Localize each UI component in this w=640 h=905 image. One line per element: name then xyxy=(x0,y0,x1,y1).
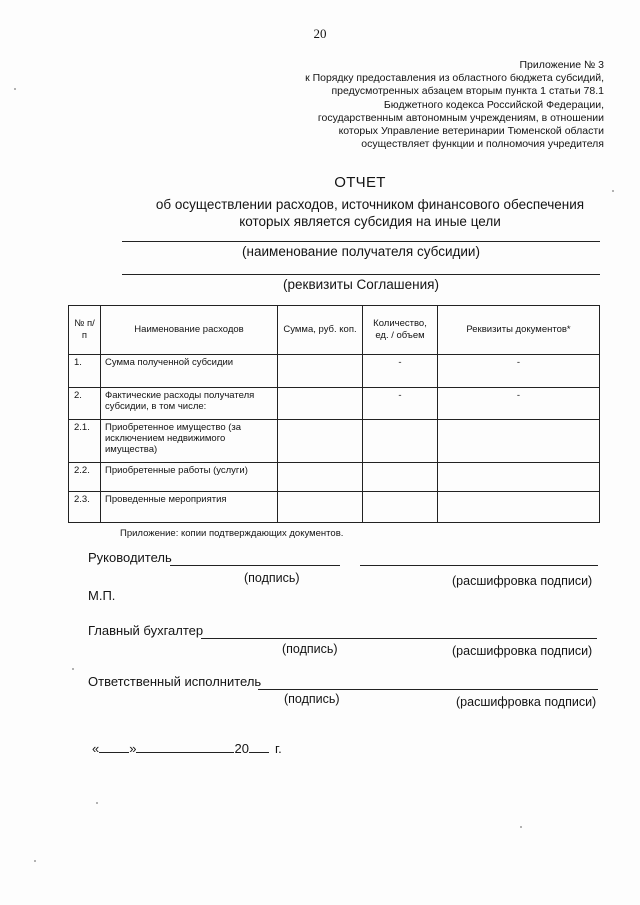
header-qty: Количество, ед. / объем xyxy=(363,306,438,355)
date-year-suffix: г. xyxy=(274,741,282,756)
executor-decoding-caption: (расшифровка подписи) xyxy=(456,695,597,709)
appendix-line: к Порядку предоставления из областного бюджета субсидий, xyxy=(305,72,604,85)
appendix-line: государственным автономным учреждениям, в отношении xyxy=(317,111,604,124)
head-decoding-caption: (расшифровка подписи) xyxy=(452,574,593,588)
appendix-line: которых Управление ветеринарии Тюменской области xyxy=(338,125,604,138)
head-signature-line[interactable] xyxy=(170,565,340,566)
header-name: Наименование расходов xyxy=(101,306,278,355)
cell-name: Приобретенное имущество (за исключением недвижимого имущества) xyxy=(101,420,278,463)
cell-docs[interactable]: - xyxy=(438,388,600,420)
date-close-quote: » xyxy=(129,741,137,756)
head-label: Руководитель xyxy=(88,550,172,565)
table-row xyxy=(69,355,600,388)
table-row xyxy=(69,492,600,523)
date-day-field[interactable] xyxy=(99,752,129,753)
report-title: ОТЧЕТ xyxy=(334,174,386,191)
cell-sum[interactable] xyxy=(278,420,363,463)
scan-speck xyxy=(520,826,522,828)
head-decoding-line[interactable] xyxy=(360,565,598,566)
scan-speck xyxy=(96,802,98,804)
head-signature-caption: (подпись) xyxy=(244,571,300,585)
scan-speck xyxy=(14,88,16,90)
cell-num: 1. xyxy=(69,355,101,388)
cell-qty[interactable] xyxy=(363,420,438,463)
table-row xyxy=(69,420,600,463)
cell-docs[interactable]: - xyxy=(438,355,600,388)
date-year-field[interactable] xyxy=(249,752,269,753)
header-docs: Реквизиты документов* xyxy=(438,306,600,355)
appendix-header xyxy=(264,59,604,151)
agreement-details-line[interactable] xyxy=(122,274,600,275)
accountant-signature-caption: (подпись) xyxy=(282,642,338,656)
recipient-caption: (наименование получателя субсидии) xyxy=(242,244,480,259)
scan-speck xyxy=(34,860,36,862)
expenses-table xyxy=(68,305,600,523)
header-sum: Сумма, руб. коп. xyxy=(278,306,363,355)
appendix-line: предусмотренных абзацем вторым пункта 1 статьи 78.1 xyxy=(331,85,604,98)
accountant-decoding-caption: (расшифровка подписи) xyxy=(452,644,593,658)
scan-speck xyxy=(612,190,614,192)
accountant-signature-line[interactable] xyxy=(201,638,597,639)
subtitle-line: об осуществлении расходов, источником финансового обеспечения xyxy=(155,197,585,212)
cell-qty[interactable]: - xyxy=(363,355,438,388)
executor-signature-line[interactable] xyxy=(258,689,598,690)
cell-num: 2. xyxy=(69,388,101,420)
table-row xyxy=(69,463,600,492)
appendix-line: Приложение № 3 xyxy=(519,59,604,71)
cell-num: 2.2. xyxy=(69,463,101,492)
report-subtitle xyxy=(140,196,600,230)
date-year-prefix: 20 xyxy=(234,741,249,756)
recipient-name-line[interactable] xyxy=(122,241,600,242)
accountant-label: Главный бухгалтер xyxy=(88,623,204,638)
cell-docs[interactable] xyxy=(438,463,600,492)
cell-sum[interactable] xyxy=(278,388,363,420)
table-row xyxy=(69,388,600,420)
cell-name: Сумма полученной субсидии xyxy=(101,355,278,388)
cell-num: 2.3. xyxy=(69,492,101,523)
header-num: № п/п xyxy=(69,306,101,355)
date-line xyxy=(92,741,282,756)
cell-name: Приобретенные работы (услуги) xyxy=(101,463,278,492)
attachments-note: Приложение: копии подтверждающих документов. xyxy=(120,528,344,539)
executor-signature-caption: (подпись) xyxy=(284,692,340,706)
date-month-field[interactable] xyxy=(136,752,234,753)
appendix-line: Бюджетного кодекса Российской Федерации, xyxy=(383,98,604,111)
cell-qty[interactable] xyxy=(363,463,438,492)
cell-docs[interactable] xyxy=(438,492,600,523)
cell-sum[interactable] xyxy=(278,355,363,388)
cell-sum[interactable] xyxy=(278,492,363,523)
cell-docs[interactable] xyxy=(438,420,600,463)
cell-sum[interactable] xyxy=(278,463,363,492)
page-number: 20 xyxy=(313,26,327,41)
cell-num: 2.1. xyxy=(69,420,101,463)
subtitle-line: которых является субсидия на иные цели xyxy=(239,214,501,229)
stamp-label: М.П. xyxy=(88,588,116,603)
cell-qty[interactable]: - xyxy=(363,388,438,420)
agreement-caption: (реквизиты Соглашения) xyxy=(283,277,439,292)
date-open-quote: « xyxy=(92,741,100,756)
table-header-row xyxy=(69,306,600,355)
cell-name: Проведенные мероприятия xyxy=(101,492,278,523)
executor-label: Ответственный исполнитель xyxy=(88,674,262,689)
scan-speck xyxy=(72,668,74,670)
appendix-line: осуществляет функции и полномочия учредителя xyxy=(361,138,604,151)
cell-name: Фактические расходы получателя субсидии, в том числе: xyxy=(101,388,278,420)
cell-qty[interactable] xyxy=(363,492,438,523)
